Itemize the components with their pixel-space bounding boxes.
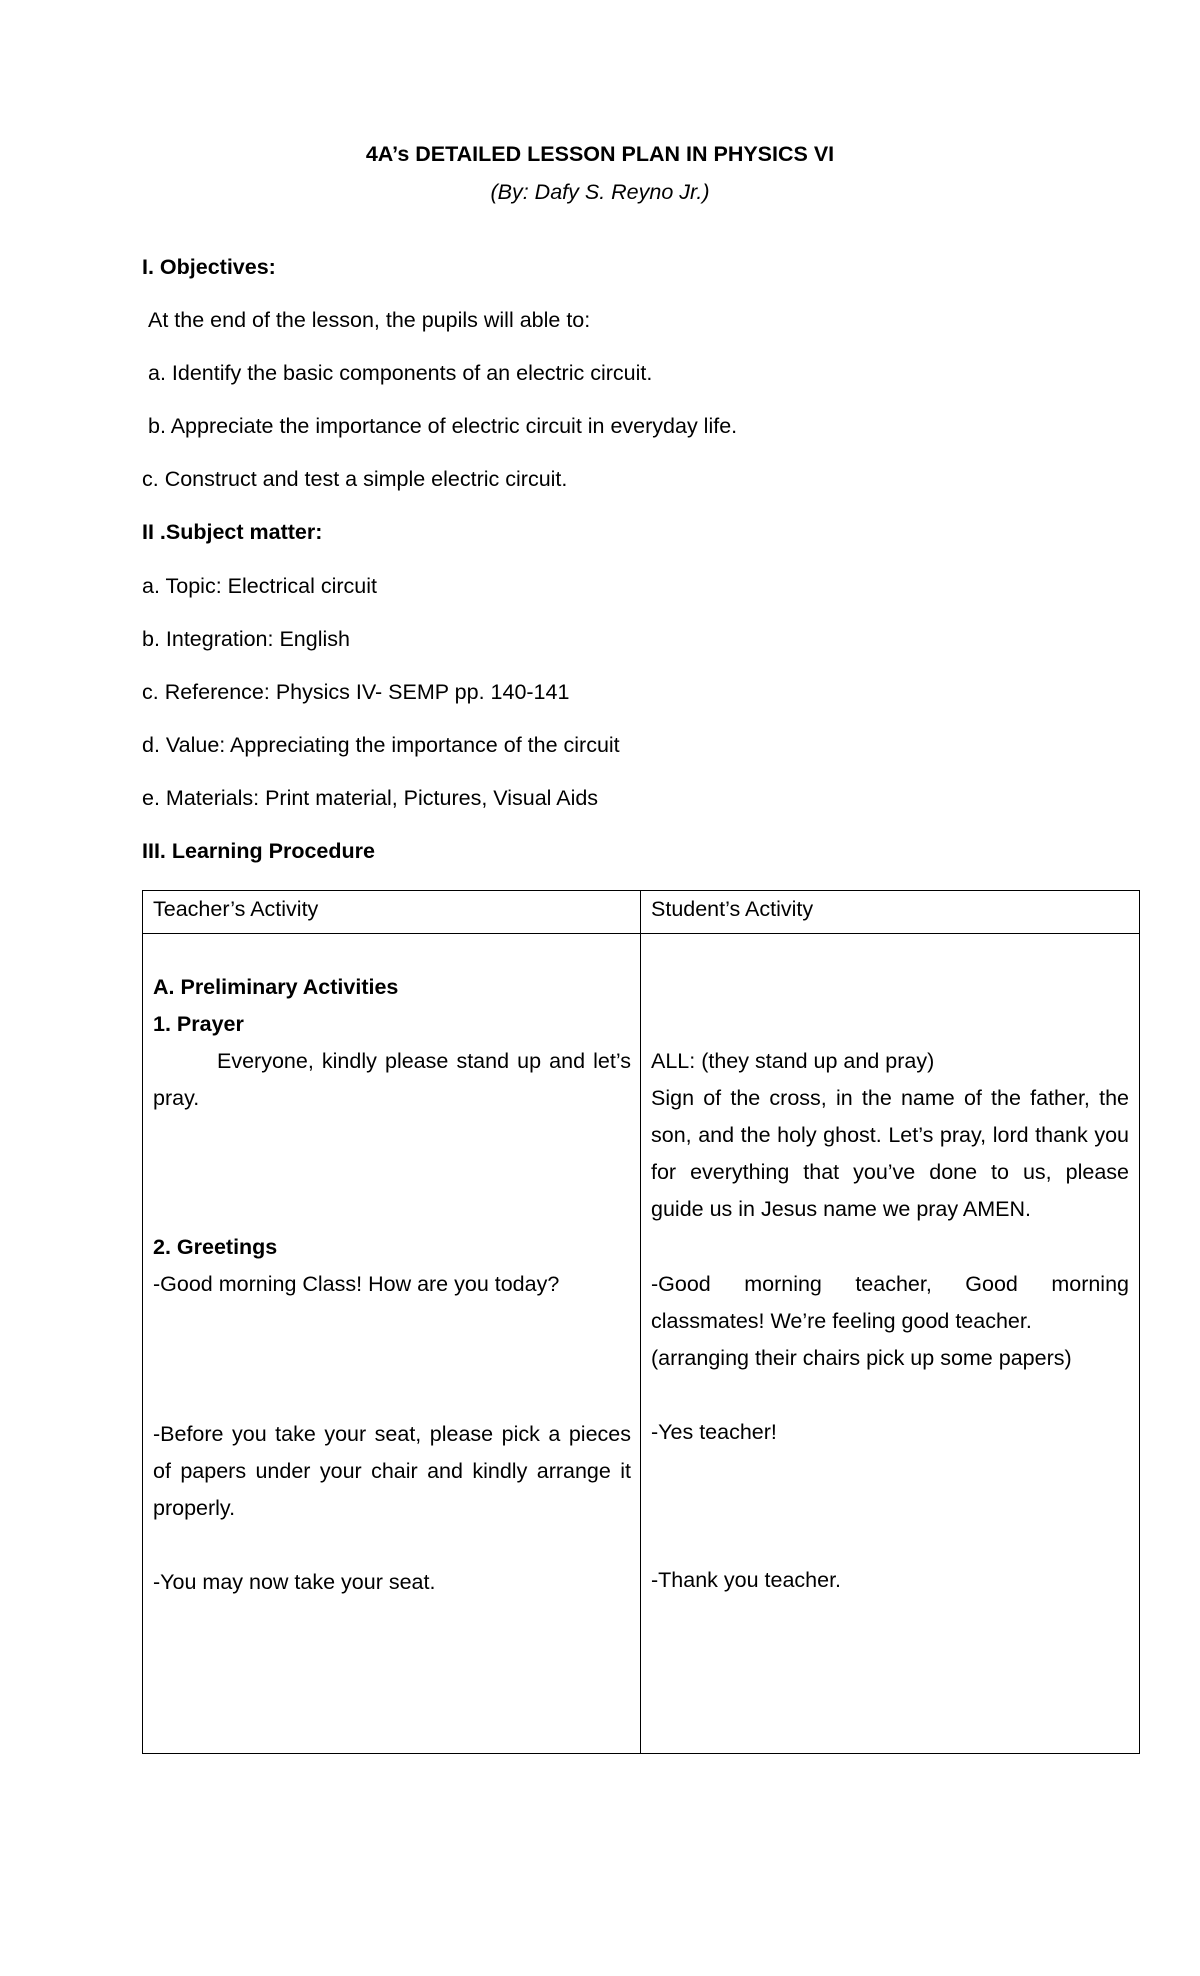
subject-matter-item: d. Value: Appreciating the importance of the circuit <box>142 733 620 757</box>
sit-teacher-text: -You may now take your seat. <box>153 1570 436 1594</box>
seat-teacher-text: -Before you take your seat, please pick a pieces of papers under your chair and kindly arrange it properly. <box>153 1422 631 1520</box>
subject-matter-item: c. Reference: Physics IV- SEMP pp. 140-141 <box>142 680 570 704</box>
subject-matter-item: a. Topic: Electrical circuit <box>142 574 377 598</box>
table-header-divider <box>143 933 1139 934</box>
objective-item: a. Identify the basic components of an electric circuit. <box>148 361 653 385</box>
prayer-student-response: Sign of the cross, in the name of the father, the son, and the holy ghost. Let’s pray, lord thank you for everything that you’ve done to us, please guide us in Jesus name we pray AMEN. <box>651 1086 1129 1221</box>
subject-matter-item: b. Integration: English <box>142 627 350 651</box>
activity-table <box>142 890 1140 1754</box>
teacher-column-header: Teacher’s Activity <box>153 897 319 921</box>
greetings-student-text: -Good morning teacher, Good morning classmates! We’re feeling good teacher. <box>651 1272 1129 1333</box>
greetings-heading: 2. Greetings <box>153 1235 278 1259</box>
objective-item: b. Appreciate the importance of electric circuit in everyday life. <box>148 414 738 438</box>
document-title: 4A’s DETAILED LESSON PLAN IN PHYSICS VI <box>365 142 835 166</box>
prayer-heading: 1. Prayer <box>153 1012 244 1036</box>
subject-matter-heading: II .Subject matter: <box>142 520 323 544</box>
procedure-heading: III. Learning Procedure <box>142 839 375 863</box>
greetings-student-note: (arranging their chairs pick up some papers) <box>651 1346 1072 1370</box>
seat-student-text: -Yes teacher! <box>651 1420 777 1444</box>
greetings-teacher-text: -Good morning Class! How are you today? <box>153 1272 560 1296</box>
objectives-intro: At the end of the lesson, the pupils will able to: <box>148 308 591 332</box>
document-author: (By: Dafy S. Reyno Jr.) <box>490 180 710 204</box>
subject-matter-item: e. Materials: Print material, Pictures, Visual Aids <box>142 786 599 810</box>
objectives-heading: I. Objectives: <box>142 255 276 279</box>
section-heading: A. Preliminary Activities <box>153 975 399 999</box>
sit-student-text: -Thank you teacher. <box>651 1568 842 1592</box>
student-column-header: Student’s Activity <box>651 897 814 921</box>
objective-item: c. Construct and test a simple electric circuit. <box>142 467 568 491</box>
prayer-teacher-text: Everyone, kindly please stand up and let’s pray. <box>153 1049 631 1110</box>
prayer-student-text: ALL: (they stand up and pray) <box>651 1049 935 1073</box>
table-column-divider <box>640 891 641 1753</box>
